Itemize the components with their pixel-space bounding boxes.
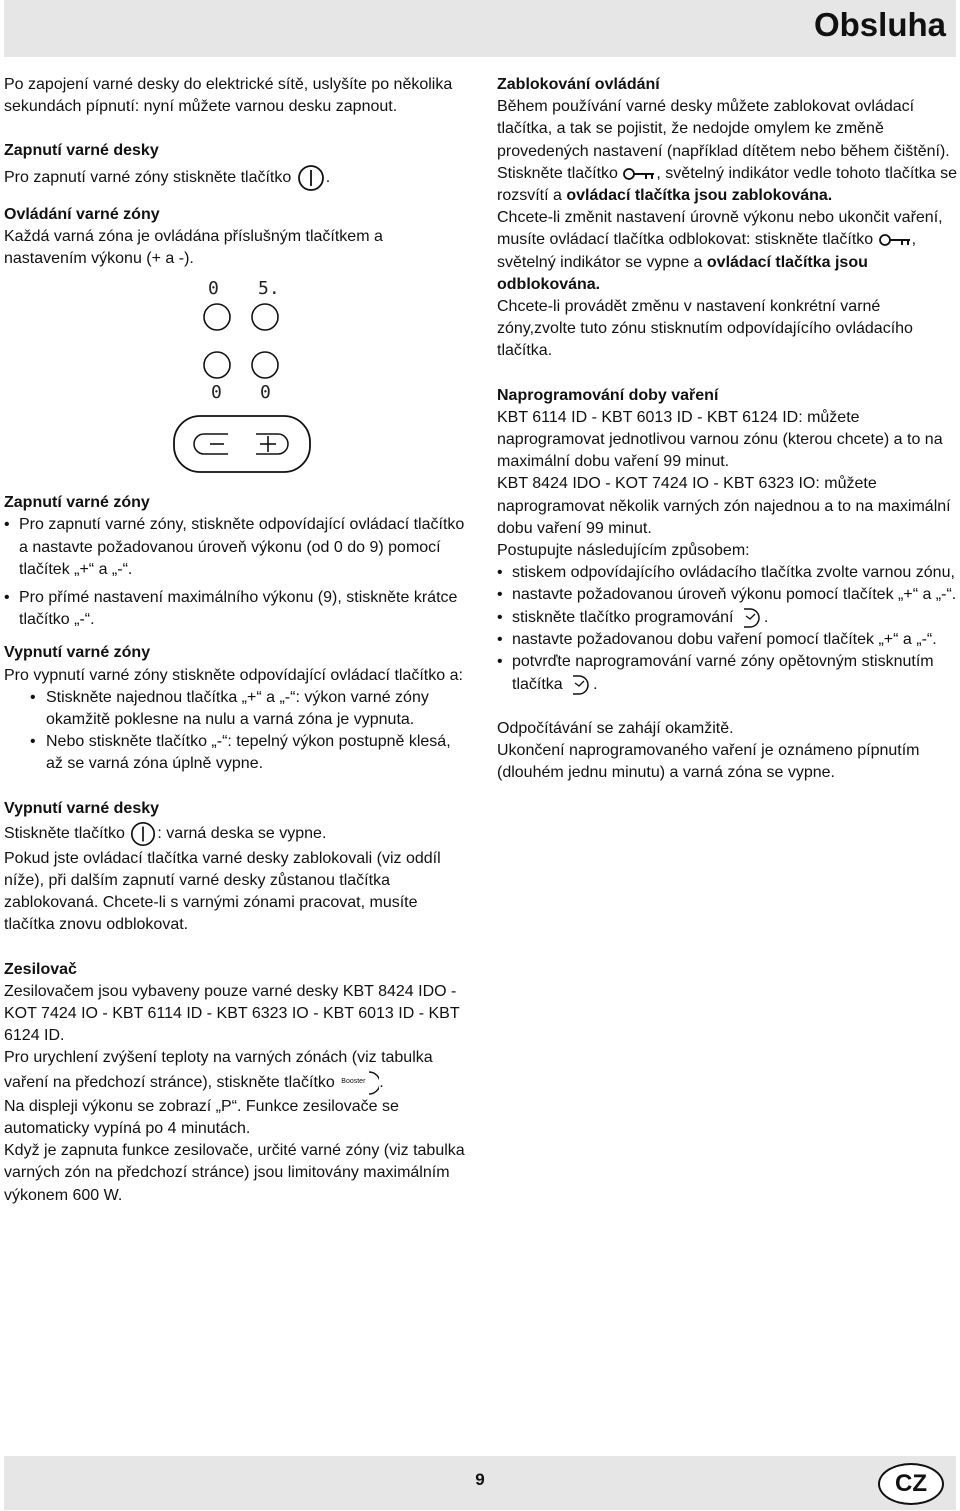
page-title: Obsluha xyxy=(813,6,946,43)
nap-b5-end: . xyxy=(593,675,598,693)
key-icon xyxy=(878,233,912,247)
page-number: 9 xyxy=(475,1470,485,1489)
zesilovac-text-1: Zesilovačem jsou vybaveny pouze varné desky KBT 8424 IDO - KOT 7424 IO - KBT 6114 ID - KBT 6323 IO - KBT 6013 ID - KBT 6124 ID. xyxy=(4,982,460,1045)
list-item: • Nebo stiskněte tlačítko „-“: tepelný výkon postupně klesá, až se varná zóna úplně vypne. xyxy=(4,731,466,775)
zesilovac-heading: Zesilovač xyxy=(4,960,77,978)
zone-display-1: 0 xyxy=(208,278,219,300)
zone-button-3 xyxy=(202,350,232,380)
zap-zony-heading: Zapnutí varné zóny xyxy=(4,494,150,512)
zablokovani-text-2a: Stiskněte tlačítko xyxy=(497,164,618,182)
ovladani-text: Každá varná zóna je ovládána příslušným tlačítkem a nastavením výkonu (+ a -). xyxy=(4,227,383,268)
list-item: • Stiskněte najednou tlačítka „+“ a „-“: výkon varné zóny okamžitě poklesne na nulu a varná zóna je vypnuta. xyxy=(4,687,466,731)
zablokovani-text-3c: ovládací tlačítka jsou odblokována. xyxy=(497,253,868,293)
zone-display-3: 0 xyxy=(211,382,222,404)
ovladani-heading: Ovládání varné zóny xyxy=(4,205,160,223)
page-header xyxy=(4,0,956,57)
vyp-desky-label: Stiskněte tlačítko xyxy=(4,825,125,843)
timer-icon xyxy=(738,607,764,629)
naprogramovani-text-2: KBT 8424 IDO - KOT 7424 IO - KBT 6323 IO: můžete naprogramovat několik varných zón najednou a to na maximální dobu vaření 99 minut. xyxy=(497,475,951,537)
power-icon xyxy=(296,163,326,193)
nap-b3-end: . xyxy=(763,608,769,626)
key-icon xyxy=(622,167,656,181)
list-item: • Pro přímé nastavení maximálního výkonu (9), stiskněte krátce tlačítko „-“. xyxy=(4,587,466,631)
zap-desky-label: Pro zapnutí varné zóny stiskněte tlačítko xyxy=(4,168,292,186)
list-item: • Pro zapnutí varné zóny, stiskněte odpovídající ovládací tlačítko a nastavte požadovanou úroveň výkonu (od 0 do 9) pomocí tlačítek „+“ a „-“. xyxy=(4,514,466,581)
zablokovani-text-2c: ovládací tlačítka jsou zablokována. xyxy=(566,187,833,205)
vyp-zony-heading: Vypnutí varné zóny xyxy=(4,644,151,662)
plus-minus-panel xyxy=(172,414,312,474)
zesilovac-text-3: Na displeji výkonu se zobrazí „P“. Funkce zesilovače se automaticky vypíná po 4 minutách. xyxy=(4,1097,399,1137)
list-item: • stiskem odpovídajícího ovládacího tlačítka zvolte varnou zónu, xyxy=(497,562,958,584)
list-item xyxy=(497,607,958,629)
vyp-zony-list xyxy=(4,687,466,776)
zone-button-2 xyxy=(250,302,280,332)
control-panel-diagram xyxy=(4,278,466,486)
booster-label: Booster xyxy=(341,1077,366,1085)
timer-icon xyxy=(567,674,593,696)
naprogramovani-heading: Naprogramování doby vaření xyxy=(497,386,719,404)
vyp-desky-line xyxy=(4,820,466,848)
zablokovani-heading: Zablokování ovládání xyxy=(497,76,660,93)
list-item xyxy=(497,651,958,696)
zablokovani-text-4: Chcete-li provádět změnu v nastavení konkrétní varné zóny,zvolte tuto zónu stisknutím odpovídajícího ovládacího tlačítka. xyxy=(497,298,913,360)
zap-desky-end: . xyxy=(325,168,331,186)
minus-icon xyxy=(194,434,228,454)
zesilovac-text-2-end: . xyxy=(379,1073,384,1091)
zesilovac-text-4: Když je zapnuta funkce zesilovače, určité varné zóny (viz tabulka varných zón na předchozí stránce) jsou limitovány maximálním výkonem 600 W. xyxy=(4,1142,465,1204)
list-item: • nastavte požadovanou dobu vaření pomocí tlačítek „+“ a „-“. xyxy=(497,629,958,651)
zone-display-4: 0 xyxy=(260,382,271,404)
list-item: • nastavte požadovanou úroveň výkonu pomocí tlačítek „+“ a „-“. xyxy=(497,584,958,606)
right-column xyxy=(497,74,958,785)
zablokovani-text-2b: , světelný indikátor vedle tohoto tlačítka se rozsvítí a xyxy=(497,164,958,205)
zablokovani-text-2 xyxy=(497,163,958,207)
vyp-desky-text: Pokud jste ovládací tlačítka varné desky zablokovali (viz oddíl níže), při dalším zapnutí varné desky zůstanou tlačítka zablokovaná. Chcete-li s varnými zónami pracovat, musíte tlačítka znovu odblokovat. xyxy=(4,849,441,934)
booster-icon xyxy=(339,1070,379,1096)
zap-desky-text xyxy=(4,163,466,193)
zablokovani-text-1: Během používání varné desky můžete zablokovat ovládací tlačítka, a tak se pojistit, že nedojde omylem ke změně provedených nastavení (například dítětem nebo během čištění). xyxy=(497,98,950,160)
zone-button-4 xyxy=(250,350,280,380)
vyp-desky-heading: Vypnutí varné desky xyxy=(4,799,160,817)
zone-button-1 xyxy=(202,302,232,332)
nap-b3-text: stiskněte tlačítko programování xyxy=(512,608,734,626)
naprogramovani-text-1: KBT 6114 ID - KBT 6013 ID - KBT 6124 ID: můžete naprogramovat jednotlivou varnou zónu (kterou chcete) a to na maximální dobu vaření 99 minut. xyxy=(497,408,943,471)
nap-b5-text: potvrďte naprogramování varné zóny opětovným stisknutím tlačítka xyxy=(512,653,934,693)
left-column xyxy=(4,74,466,1207)
zesilovac-text-2-label: Pro urychlení zvýšení teploty na varných zónách (viz tabulka vaření na předchozí stránce), stiskněte tlačítko xyxy=(4,1049,433,1091)
language-badge: CZ xyxy=(878,1463,944,1505)
vyp-zony-text: Pro vypnutí varné zóny stiskněte odpovídající ovládací tlačítko a: xyxy=(4,666,463,684)
plus-icon xyxy=(256,434,288,454)
zablokovani-text-3b: , světelný indikátor se vypne a xyxy=(497,231,917,271)
vyp-desky-result: : varná deska se vypne. xyxy=(157,825,327,843)
zablokovani-text-3a: Chcete-li změnit nastavení úrovně výkonu nebo ukončit vaření, musíte ovládací tlačítka odblokovat: stiskněte tlačítko xyxy=(497,209,943,249)
power-icon xyxy=(129,820,157,848)
naprogramovani-text-4: Odpočítávání se zahájí okamžitě. xyxy=(497,719,734,737)
zap-desky-heading: Zapnutí varné desky xyxy=(4,142,159,160)
zap-zony-list xyxy=(4,514,466,631)
naprogramovani-text-5: Ukončení naprogramovaného vaření je oznámeno pípnutím (dlouhém jednu minutu) a varná zóna se vypne. xyxy=(497,742,920,782)
zablokovani-text-3 xyxy=(497,207,958,296)
zone-display-2: 5. xyxy=(258,278,280,300)
naprogramovani-list xyxy=(497,562,958,696)
zesilovac-text-2 xyxy=(4,1047,466,1095)
naprogramovani-text-3: Postupujte následujícím způsobem: xyxy=(497,542,750,560)
intro-text: Po zapojení varné desky do elektrické sítě, uslyšíte po několika sekundách pípnutí: nyní můžete varnou desku zapnout. xyxy=(4,76,453,116)
